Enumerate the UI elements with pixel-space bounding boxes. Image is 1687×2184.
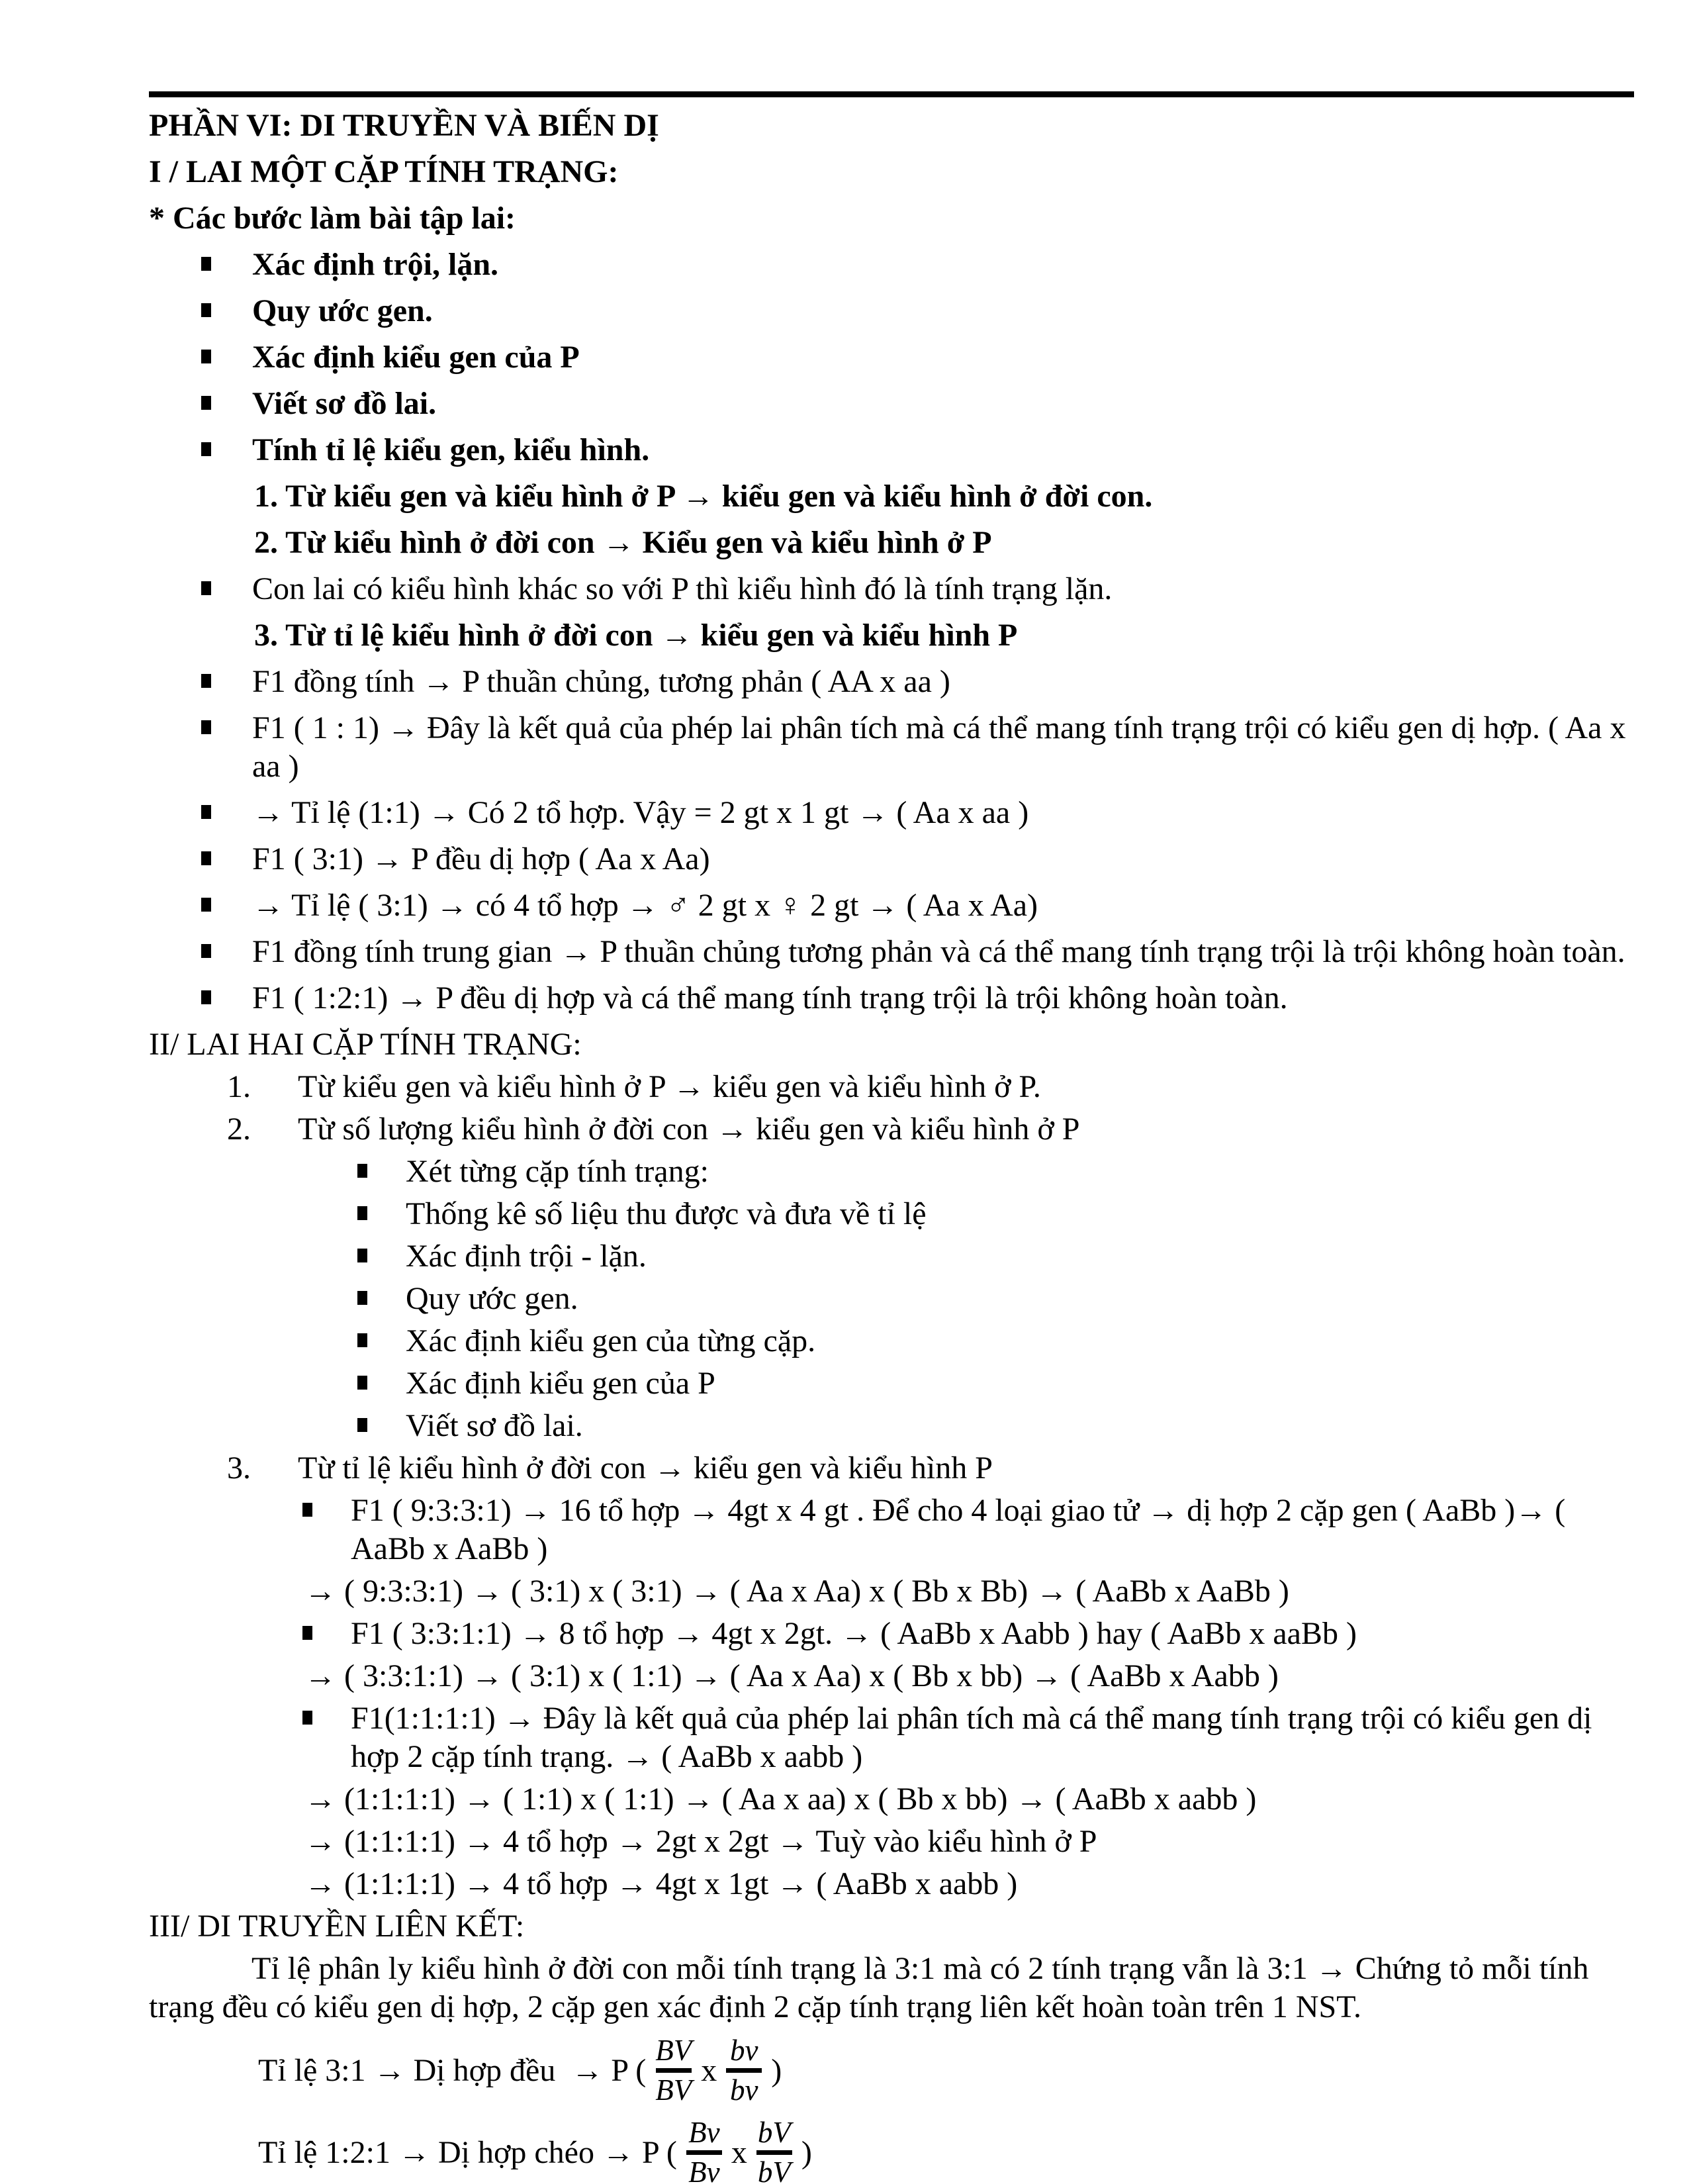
equation-prefix: Tỉ lệ 3:1 → Dị hợp đều → P ( bbox=[258, 2052, 647, 2088]
substep-item bbox=[149, 1195, 1634, 1233]
case-item bbox=[149, 794, 1634, 832]
square-bullet-icon bbox=[302, 1503, 312, 1517]
ratio-case-item bbox=[149, 1615, 1634, 1653]
step-item-label: Quy ước gen. bbox=[252, 293, 433, 328]
substep-item bbox=[149, 1237, 1634, 1276]
item-number: 2. bbox=[227, 1112, 251, 1147]
case-item bbox=[149, 840, 1634, 878]
substep-item bbox=[149, 1322, 1634, 1360]
ordered-item-text: Từ tỉ lệ kiểu hình ở đời con → kiểu gen và kiểu hình P bbox=[298, 1450, 993, 1486]
square-bullet-icon bbox=[357, 1164, 367, 1178]
square-bullet-icon bbox=[201, 674, 211, 688]
substep-text: Xác định trội - lặn. bbox=[406, 1239, 647, 1274]
substep-item bbox=[149, 1280, 1634, 1318]
step-item bbox=[149, 292, 1634, 330]
steps-title: * Các bước làm bài tập lai: bbox=[149, 201, 516, 236]
square-bullet-icon bbox=[201, 303, 211, 317]
square-bullet-icon bbox=[302, 1711, 312, 1725]
substep-item bbox=[149, 1407, 1634, 1445]
section-3-heading: III/ DI TRUYỀN LIÊN KẾT: bbox=[149, 1909, 525, 1944]
equation-line-2 bbox=[149, 2113, 1634, 2184]
ratio-derivation-line: → ( 9:3:3:1) → ( 3:1) x ( 3:1) → ( Aa x Aa) x ( Bb x Bb) → ( AaBb x AaBb ) bbox=[304, 1574, 1289, 1609]
fraction-denominator: Bv bbox=[688, 2155, 720, 2184]
fraction-denominator: bv bbox=[729, 2073, 758, 2107]
ratio-derivation-line: → (1:1:1:1) → 4 tổ hợp → 2gt x 2gt → Tuỳ vào kiểu hình ở P bbox=[304, 1824, 1097, 1859]
case-text: F1 ( 1:2:1) → P đều dị hợp và cá thể mang tính trạng trội là trội không hoàn toàn. bbox=[252, 980, 1288, 1016]
section-1 bbox=[149, 107, 1634, 1018]
ordered-item bbox=[149, 1068, 1634, 1106]
step-item-label: Xác định kiểu gen của P bbox=[252, 340, 580, 375]
square-bullet-icon bbox=[201, 851, 211, 865]
substep-text: Viết sơ đồ lai. bbox=[406, 1408, 583, 1443]
fraction-bar bbox=[756, 2150, 792, 2155]
part-heading: PHẦN VI: DI TRUYỀN VÀ BIẾN DỊ bbox=[149, 108, 659, 143]
square-bullet-icon bbox=[201, 720, 211, 734]
case-item bbox=[149, 886, 1634, 925]
ratio-case-item bbox=[149, 1699, 1634, 1776]
fraction bbox=[726, 2033, 762, 2107]
equation-line-1 bbox=[149, 2030, 1634, 2110]
case-item bbox=[149, 933, 1634, 971]
square-bullet-icon bbox=[357, 1333, 367, 1347]
square-bullet-icon bbox=[357, 1418, 367, 1432]
fraction-bar bbox=[726, 2068, 762, 2073]
substep-text: Xác định kiểu gen của P bbox=[406, 1366, 715, 1401]
case-item bbox=[149, 709, 1634, 786]
square-bullet-icon bbox=[357, 1291, 367, 1305]
ratio-case-text: F1 ( 9:3:3:1) → 16 tổ hợp → 4gt x 4 gt . Để cho 4 loại giao tử → dị hợp 2 cặp gen ( AaBb )→ ( AaBb x AaBb ) bbox=[351, 1493, 1566, 1566]
equation-suffix: ) bbox=[801, 2134, 812, 2170]
ordered-item bbox=[149, 1110, 1634, 1149]
fraction-numerator: BV bbox=[655, 2033, 692, 2067]
equation-operator: x bbox=[731, 2134, 747, 2170]
numbered-rule-1: 1. Từ kiểu gen và kiểu hình ở P → kiểu gen và kiểu hình ở đời con. bbox=[254, 479, 1153, 514]
ratio-case-text: F1 ( 3:3:1:1) → 8 tổ hợp → 4gt x 2gt. → ( AaBb x Aabb ) hay ( AaBb x aaBb ) bbox=[351, 1616, 1357, 1651]
square-bullet-icon bbox=[201, 396, 211, 410]
square-bullet-icon bbox=[201, 257, 211, 271]
section-2 bbox=[149, 1025, 1634, 1903]
numbered-rule-2: 2. Từ kiểu hình ở đời con → Kiểu gen và kiểu hình ở P bbox=[254, 525, 992, 560]
square-bullet-icon bbox=[302, 1626, 312, 1640]
fraction-numerator: Bv bbox=[688, 2115, 720, 2149]
case-text: F1 đồng tính → P thuần chủng, tương phản ( AA x aa ) bbox=[252, 664, 950, 699]
step-item-label: Xác định trội, lặn. bbox=[252, 247, 499, 282]
ordered-item bbox=[149, 1449, 1634, 1488]
case-text: → Tỉ lệ ( 3:1) → có 4 tổ hợp → ♂ 2 gt x ♀ 2 gt → ( Aa x Aa) bbox=[252, 888, 1038, 923]
substep-text: Thống kê số liệu thu được và đưa về tỉ lệ bbox=[406, 1196, 927, 1231]
fraction-denominator: bV bbox=[757, 2155, 791, 2184]
note-item bbox=[149, 570, 1634, 608]
case-item bbox=[149, 663, 1634, 701]
square-bullet-icon bbox=[201, 581, 211, 595]
equation-prefix: Tỉ lệ 1:2:1 → Dị hợp chéo → P ( bbox=[258, 2134, 677, 2170]
ratio-derivation-line: → ( 3:3:1:1) → ( 3:1) x ( 1:1) → ( Aa x Aa) x ( Bb x bb) → ( AaBb x Aabb ) bbox=[304, 1658, 1279, 1693]
fraction bbox=[756, 2115, 792, 2184]
item-number: 1. bbox=[227, 1069, 251, 1104]
square-bullet-icon bbox=[357, 1249, 367, 1262]
step-item bbox=[149, 385, 1634, 423]
fraction-numerator: bV bbox=[757, 2115, 791, 2149]
ratio-derivation-line: → (1:1:1:1) → 4 tổ hợp → 4gt x 1gt → ( AaBb x aabb ) bbox=[304, 1866, 1018, 1901]
section-2-heading: II/ LAI HAI CẶP TÍNH TRẠNG: bbox=[149, 1027, 582, 1062]
case-text: F1 ( 1 : 1) → Đây là kết quả của phép lai phân tích mà cá thể mang tính trạng trội có kiểu gen dị hợp. ( Aa x aa ) bbox=[252, 710, 1626, 784]
ordered-item-text: Từ số lượng kiểu hình ở đời con → kiểu gen và kiểu hình ở P bbox=[298, 1112, 1080, 1147]
fraction-bar bbox=[656, 2068, 692, 2073]
equation-suffix: ) bbox=[771, 2052, 782, 2088]
section-1-heading: I / LAI MỘT CẶP TÍNH TRẠNG: bbox=[149, 154, 619, 189]
fraction bbox=[686, 2115, 722, 2184]
fraction-denominator: BV bbox=[655, 2073, 692, 2107]
step-item-label: Viết sơ đồ lai. bbox=[252, 386, 437, 421]
substep-text: Quy ước gen. bbox=[406, 1281, 578, 1316]
substep-text: Xác định kiểu gen của từng cặp. bbox=[406, 1323, 816, 1358]
square-bullet-icon bbox=[201, 805, 211, 819]
substep-text: Xét từng cặp tính trạng: bbox=[406, 1154, 709, 1189]
square-bullet-icon bbox=[201, 350, 211, 363]
case-text: F1 ( 3:1) → P đều dị hợp ( Aa x Aa) bbox=[252, 841, 710, 877]
fraction-numerator: bv bbox=[729, 2033, 758, 2067]
linkage-paragraph: Tỉ lệ phân ly kiểu hình ở đời con mỗi tính trạng là 3:1 mà có 2 tính trạng vẫn là 3:1 → Chứng tỏ mỗi tính trạng đều có kiểu gen dị hợp, 2 cặp gen xác định 2 cặp tính trạng liên kết hoàn toàn trên 1 NST. bbox=[149, 1951, 1589, 2024]
case-item bbox=[149, 979, 1634, 1018]
case-text: → Tỉ lệ (1:1) → Có 2 tổ hợp. Vậy = 2 gt x 1 gt → ( Aa x aa ) bbox=[252, 795, 1029, 830]
ratio-case-item bbox=[149, 1492, 1634, 1568]
square-bullet-icon bbox=[357, 1206, 367, 1220]
top-rule bbox=[149, 91, 1634, 97]
ordered-item-text: Từ kiểu gen và kiểu hình ở P → kiểu gen và kiểu hình ở P. bbox=[298, 1069, 1041, 1104]
section-3 bbox=[149, 1907, 1634, 2184]
square-bullet-icon bbox=[201, 898, 211, 912]
step-item bbox=[149, 338, 1634, 377]
step-item-label: Tính tỉ lệ kiểu gen, kiểu hình. bbox=[252, 432, 650, 467]
case-text: F1 đồng tính trung gian → P thuần chủng tương phản và cá thể mang tính trạng trội là trội không hoàn toàn. bbox=[252, 934, 1625, 969]
note-text: Con lai có kiểu hình khác so với P thì kiểu hình đó là tính trạng lặn. bbox=[252, 571, 1113, 606]
step-item bbox=[149, 246, 1634, 284]
ratio-derivation-line: → (1:1:1:1) → ( 1:1) x ( 1:1) → ( Aa x aa) x ( Bb x bb) → ( AaBb x aabb ) bbox=[304, 1781, 1257, 1817]
square-bullet-icon bbox=[201, 944, 211, 958]
equation-operator: x bbox=[701, 2052, 717, 2088]
numbered-rule-3: 3. Từ tỉ lệ kiểu hình ở đời con → kiểu gen và kiểu hình P bbox=[254, 618, 1018, 653]
fraction-bar bbox=[686, 2150, 722, 2155]
square-bullet-icon bbox=[201, 990, 211, 1004]
step-item bbox=[149, 431, 1634, 469]
item-number: 3. bbox=[227, 1450, 251, 1486]
substep-item bbox=[149, 1153, 1634, 1191]
ratio-case-text: F1(1:1:1:1) → Đây là kết quả của phép lai phân tích mà cá thể mang tính trạng trội có kiểu gen dị hợp 2 cặp tính trạng. → ( AaBb x aabb ) bbox=[351, 1701, 1592, 1774]
substep-item bbox=[149, 1364, 1634, 1403]
square-bullet-icon bbox=[357, 1376, 367, 1390]
square-bullet-icon bbox=[201, 442, 211, 456]
fraction bbox=[655, 2033, 692, 2107]
